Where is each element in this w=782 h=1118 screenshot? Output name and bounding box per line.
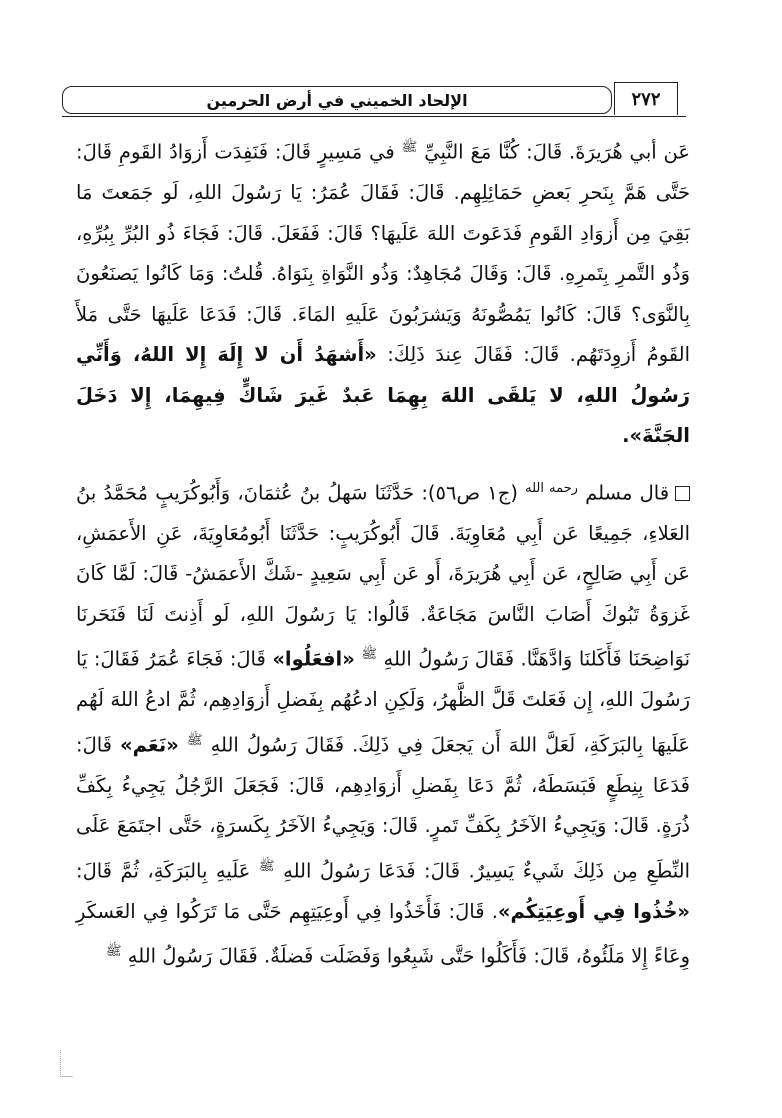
- text-segment: عَلَيهِ بِالبَرَكَةِ، ثُمَّ قَالَ:: [76, 859, 251, 882]
- salla-glyph: ﷺ: [361, 647, 378, 662]
- text-segment: قَالَ: فَجَاءَ عُمَرُ فَقَالَ: يَا رَسُولَ اللهِ، إِن فَعَلتَ قَلَّ الظَّهرُ، وَلَكِنِ ادعُهُم بِفَضلِ أَزوَادِهِم، ثُمَّ ادعُ اللهَ لَهُم عَلَيهَا بِالبَرَكَةِ، لَعَلَّ اللهَ أَن يَجعَلَ فِي ذَلِكَ. فَقَالَ رَسُولُ اللهِ: [76, 647, 691, 756]
- page-number: ٢٧٢: [614, 82, 678, 115]
- prophetic-quote: «أَشهَدُ أَن لا إِلَهَ إِلا اللهُ، وَأَنِّي رَسُولُ اللهِ، لا يَلقَى اللهَ بِهِمَا عَبدٌ غَيرَ شَاكٍّ فِيهِمَا، إِلا دَخَلَ الجَنَّةَ».: [76, 343, 690, 447]
- running-title: الإلحاد الخميني في أرض الحرمين: [62, 86, 612, 114]
- text-segment: في مَسِيرٍ قَالَ: فَنَفِدَت أَزوَادُ القَومِ قَالَ: حَتَّى هَمَّ بِنَحرِ بَعضِ حَمَائِلِهِم. قَالَ: فَقَالَ عُمَرُ: يَا رَسُولَ اللهِ، لَو جَمَعتَ مَا بَقِيَ مِن أَزوَادِ القَومِ فَدَعَوتَ اللهَ عَلَيهَا؟ قَالَ: فَفَعَلَ. قَالَ: فَجَاءَ ذُو البُرِّ بِبُرِّهِ، وَذُو التَّمرِ بِتَمرِهِ. قَالَ: وَقَالَ مُجَاهِدٌ: وَذُو النَّوَاةِ بِنَوَاهُ. قُلتُ: وَمَا كَانُوا يَصنَعُونَ بِالنَّوَى؟ قَالَ: كَانُوا يَمُصُّونَهُ وَيَشرَبُونَ عَلَيهِ المَاءَ. قَالَ: فَدَعَا عَلَيهَا حَتَّى مَلأَ القَومُ أَزوِدَتَهُم. قَالَ: فَقَالَ عِندَ ذَلِكَ:: [76, 140, 690, 366]
- page-header: [62, 80, 686, 120]
- salla-glyph: ﷺ: [258, 858, 275, 874]
- hadith-paragraph-2: [76, 469, 690, 978]
- salla-glyph: ﷺ: [105, 944, 122, 959]
- prophetic-quote: «افعَلُوا»: [272, 647, 355, 671]
- salla-glyph: ﷺ: [401, 140, 418, 155]
- text-segment: . قَالَ: فَأَخَذُوا فِي أَوعِيَتِهِم حَتَّى مَا تَرَكُوا فِي العَسكَرِ وِعَاءً إِلا مَلَئُوهُ، قَالَ: فَأَكَلُوا حَتَّى شَبِعُوا وَفَضَلَت فَضلَةٌ. فَقَالَ رَسُولُ اللهِ: [76, 899, 690, 968]
- text-segment: (ج١ ص٥٦): حَدَّثَنَا سَهلُ بنُ عُثمَانَ، وَأَبُوكُرَيبٍ مُحَمَّدُ بنُ العَلاءِ، جَمِيعًا عَن أَبِي مُعَاوِيَةَ. قَالَ أَبُوكُرَيبٍ: حَدَّثَنَا أَبُومُعَاوِيَةَ، عَنِ الأَعمَشِ، عَن أَبِي صَالِحٍ، عَن أَبِي هُرَيرَةَ، أَو عَن أَبِي سَعِيدٍ -شَكَّ الأَعمَشُ- قَالَ: لَمَّا كَانَ غَزوَةُ تَبُوكَ أَصَابَ النَّاسَ مَجَاعَةٌ. قَالُوا: يَا رَسُولَ اللهِ، لَو أَذِنتَ لَنَا فَنَحَرنَا نَوَاضِحَنَا فَأَكَلنَا وَادَّهَنَّا. فَقَالَ رَسُولُ اللهِ: [76, 481, 691, 671]
- rahimahu-glyph: رحمه الله: [525, 480, 578, 496]
- prophetic-quote: «خُذُوا فِي أَوعِيَتِكُم»: [497, 899, 690, 923]
- body-text: [76, 128, 690, 977]
- salla-glyph: ﷺ: [186, 732, 203, 748]
- header-rule: [62, 116, 686, 117]
- margin-mark: [60, 1050, 73, 1077]
- hadith-paragraph-1: [76, 128, 690, 457]
- text-segment: قال مسلم: [585, 481, 670, 504]
- text-segment: قَالَ: فَدَعَا بِنِطَعٍ فَبَسَطَهُ، ثُمَّ دَعَا بِفَضلِ أَزوَادِهِم، قَالَ: فَجَعَلَ الرَّجُلُ يَجِيءُ بِكَفِّ ذُرَةٍ. قَالَ: وَيَجِيءُ الآخَرُ بِكَفِّ تَمرٍ. قَالَ: وَيَجِيءُ الآخَرُ بِكَسرَةٍ، حَتَّى اجتَمَعَ عَلَى النِّطَعِ مِن ذَلِكَ شَيءٌ يَسِيرٌ. قَالَ: فَدَعَا رَسُولُ اللهِ: [76, 733, 690, 882]
- text-segment: عَن أبي هُرَيرَةَ. قَالَ: كُنَّا مَعَ النَّبِيِّ: [424, 140, 691, 164]
- prophetic-quote: «نَعَم»: [120, 733, 179, 756]
- square-bullet-icon: [675, 486, 690, 501]
